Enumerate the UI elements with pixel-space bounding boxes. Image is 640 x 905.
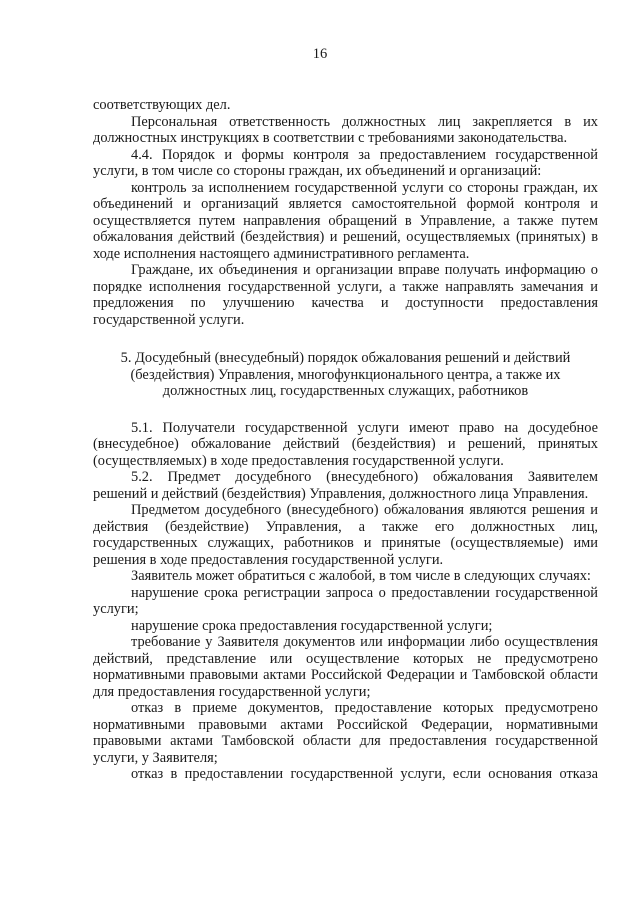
list-item: требование у Заявителя документов или информации либо осуществления действий, представление или осуществление которых не предусмотрено нормативными правовыми актами Российской Федерации и Тамбовской области для предоставления государственной услуги; — [93, 634, 598, 700]
list-item: нарушение срока предоставления государственной услуги; — [131, 617, 493, 634]
paragraph: Персональная ответственность должностных лиц закрепляется в их должностных инструкциях в соответствии с требованиями законодательства. — [93, 113, 598, 146]
paragraph: соответствующих дел. — [93, 97, 231, 113]
list-item: нарушение срока регистрации запроса о предоставлении государственной услуги; — [93, 584, 598, 617]
section-heading: 5. Досудебный (внесудебный) порядок обжалования решений и действий (бездействия) Управления, многофункционального центра, а также их должностных лиц, государственных служащих, работников — [120, 350, 571, 399]
paragraph: Граждане, их объединения и организации вправе получать информацию о порядке исполнения государственной услуги, а также направлять замечания и предложения по улучшению качества и доступности предоставления государственной услуги. — [93, 262, 598, 328]
paragraph: 4.4. Порядок и формы контроля за предоставлением государственной услуги, в том числе со стороны граждан, их объединений и организаций: — [93, 146, 598, 179]
paragraph: контроль за исполнением государственной услуги со стороны граждан, их объединений и организаций является самостоятельной формой контроля и осуществляется путем направления обращений в Управление, а также путем обжалования действий (бездействия) и решений, осуществляемых (принятых) в ходе исполнения настоящего административного регламента. — [93, 179, 598, 262]
paragraph: 5.1. Получатели государственной услуги имеют право на досудебное (внесудебное) обжалование действий (бездействия) и решений, принятых (осуществляемых) в ходе предоставления государственной услуги. — [93, 419, 598, 469]
page-number: 16 — [312, 46, 328, 62]
paragraph: Заявитель может обратиться с жалобой, в том числе в следующих случаях: — [131, 568, 591, 584]
list-item: отказ в приеме документов, предоставление которых предусмотрено нормативными правовыми актами Российской Федерации, нормативными правовыми актами Тамбовской области для предоставления государственной услуги, у Заявителя; — [93, 700, 598, 766]
document-body — [93, 97, 598, 783]
list-item: отказ в предоставлении государственной услуги, если основания отказа — [131, 766, 598, 782]
paragraph: Предметом досудебного (внесудебного) обжалования являются решения и действия (бездействие) Управления, а также его должностных лиц, государственных служащих, работников и принятые (осуществляемые) ими решения в ходе предоставления государственной услуги. — [93, 502, 598, 568]
paragraph: 5.2. Предмет досудебного (внесудебного) обжалования Заявителем решений и действий (бездействия) Управления, должностного лица Управления. — [93, 469, 598, 502]
